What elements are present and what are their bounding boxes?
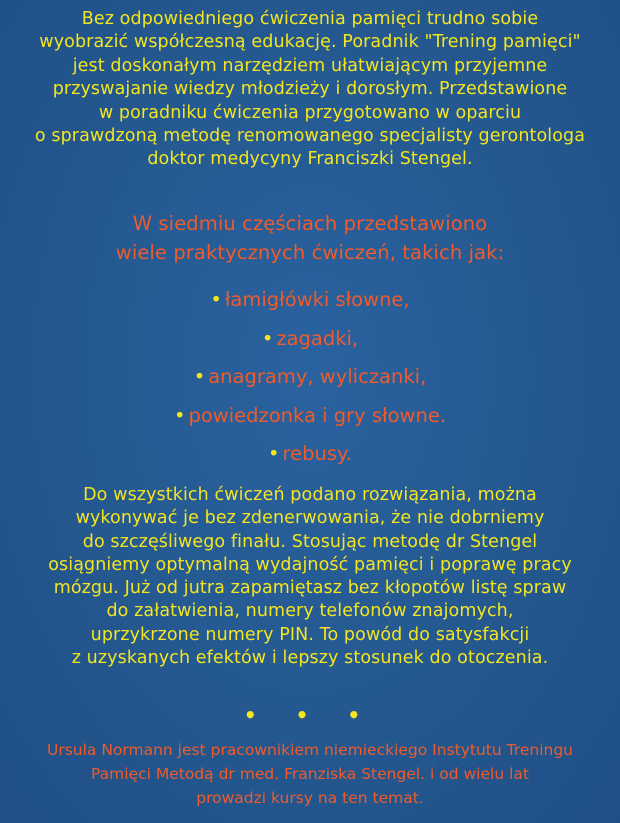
body-line: do szczęśliwego finału. Stosując metodę dr Stengel — [82, 531, 538, 552]
intro-line: wyobrazić współczesną edukację. Poradnik "Trening pamięci" — [39, 32, 581, 53]
body-line: uprzykrzone numery PIN. To powód do satysfakcji — [90, 624, 530, 645]
author-line: prowadzi kursy na ten temat. — [196, 789, 424, 807]
intro-line: o sprawdzoną metodę renomowanego specjalisty gerontologa — [34, 126, 586, 147]
body-line: z uzyskanych efektów i lepszy stosunek do otoczenia. — [71, 648, 549, 669]
body-line: do załatwienia, numery telefonów znajomych, — [106, 601, 514, 622]
bullet-icon: • — [268, 442, 280, 465]
body-line: Do wszystkich ćwiczeń podano rozwiązania, można — [83, 485, 537, 505]
list-item-label: powiedzonka i gry słowne. — [188, 403, 447, 427]
list-item — [0, 287, 620, 326]
intro-line: doktor medycyny Franciszki Stengel. — [147, 149, 473, 170]
author-line: Ursula Normann jest pracownikiem niemieckiego Instytutu Treningu — [46, 741, 573, 759]
intro-line: jest doskonałym narzędziem ułatwiającym przyjemne — [72, 55, 548, 76]
exercise-list — [0, 287, 620, 480]
list-item — [0, 441, 620, 480]
bullet-icon: • — [173, 403, 186, 427]
intro-line: przyswajanie wiedzy młodzieży i dorosłym. Przedstawione — [52, 79, 568, 100]
dot-separator: • • • — [243, 703, 377, 727]
list-item-label: anagramy, wyliczanki, — [208, 365, 427, 388]
lead-paragraph — [0, 209, 620, 267]
bullet-icon: • — [261, 326, 274, 350]
list-item-label: zagadki, — [276, 326, 359, 350]
author-line: Pamięci Metodą dr med. Franziska Stengel. i od wielu lat — [91, 765, 529, 783]
list-item-label: rebusy. — [282, 442, 352, 465]
body-paragraph — [0, 484, 620, 670]
bullet-icon: • — [210, 288, 222, 311]
bullet-icon: • — [193, 365, 206, 388]
intro-line: Bez odpowiedniego ćwiczenia pamięci trudno sobie — [81, 9, 539, 29]
intro-paragraph — [0, 8, 620, 172]
intro-line: w poradniku ćwiczenia przygotowano w oparciu — [98, 102, 522, 123]
body-line: wykonywać je bez zdenerwowania, że nie dobrniemy — [75, 508, 545, 529]
list-item — [0, 403, 620, 442]
list-item — [0, 326, 620, 365]
body-line: mózgu. Już od jutra zapamiętasz bez kłopotów listę spraw — [53, 578, 567, 599]
list-item — [0, 364, 620, 403]
list-item-label: łamigłówki słowne, — [224, 288, 410, 311]
body-line: osiągniemy optymalną wydajność pamięci i poprawę pracy — [48, 554, 572, 575]
author-note — [0, 738, 620, 810]
lead-line: W siedmiu częściach przedstawiono — [132, 212, 488, 235]
lead-line: wiele praktycznych ćwiczeń, takich jak: — [115, 241, 505, 264]
